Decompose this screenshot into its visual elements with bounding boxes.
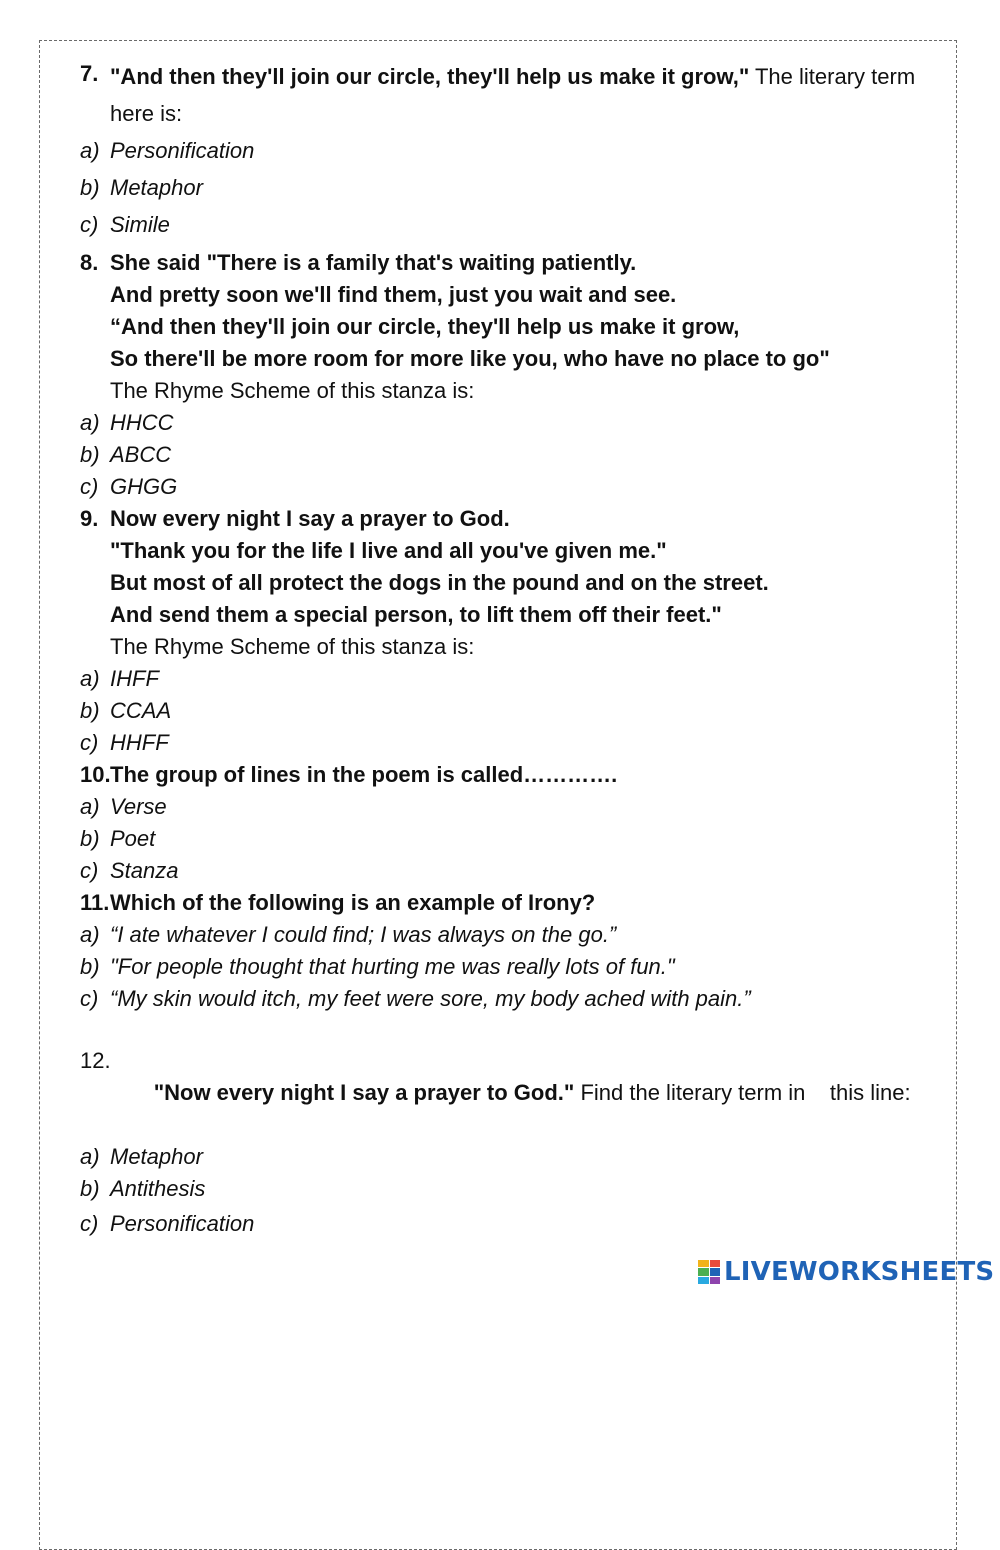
- question-number: 12.: [80, 1048, 111, 1073]
- option-10b[interactable]: [80, 823, 940, 855]
- option-text: CCAA: [110, 698, 172, 723]
- liveworksheets-logo[interactable]: [698, 1258, 994, 1286]
- option-letter: c): [80, 858, 99, 883]
- option-text: ABCC: [110, 442, 172, 467]
- stanza-line: And send them a special person, to lift them off their feet.": [110, 602, 722, 627]
- stanza-line: "Thank you for the life I live and all you've given me.": [110, 538, 667, 563]
- option-12b[interactable]: [80, 1173, 940, 1205]
- question-number: 7.: [80, 61, 99, 86]
- stanza-line: But most of all protect the dogs in the pound and on the street.: [110, 570, 769, 595]
- question-stem: [110, 247, 940, 407]
- option-text: Metaphor: [110, 175, 203, 200]
- question-stem: [110, 58, 940, 132]
- question-number: 9.: [80, 506, 99, 531]
- option-10c[interactable]: [80, 855, 940, 887]
- option-12a[interactable]: [80, 1141, 940, 1173]
- option-letter: c): [80, 986, 99, 1011]
- option-text: Simile: [110, 212, 170, 237]
- question-11: [80, 887, 940, 919]
- question-9: [80, 503, 940, 663]
- option-letter: c): [80, 1211, 99, 1236]
- option-7b[interactable]: [80, 169, 940, 206]
- question-quote: "Now every night I say a prayer to God.": [153, 1080, 575, 1105]
- question-prompt: Find the literary term in this line:: [574, 1080, 911, 1105]
- option-7c[interactable]: [80, 206, 940, 243]
- stanza-line: So there'll be more room for more like you, who have no place to go": [110, 346, 830, 371]
- option-11b[interactable]: [80, 951, 940, 983]
- option-letter: c): [80, 212, 99, 237]
- option-text: GHGG: [110, 474, 178, 499]
- option-letter: a): [80, 666, 100, 691]
- option-11c[interactable]: [80, 983, 940, 1015]
- option-letter: b): [80, 826, 100, 851]
- question-number: 8.: [80, 250, 99, 275]
- option-7a[interactable]: [80, 132, 940, 169]
- option-9c[interactable]: [80, 727, 940, 759]
- option-letter: a): [80, 794, 100, 819]
- option-text: HHFF: [110, 730, 169, 755]
- question-prompt: The literary term here is:: [110, 64, 916, 126]
- option-text: "For people thought that hurting me was really lots of fun.": [110, 954, 675, 979]
- question-number: 11.: [80, 890, 110, 915]
- option-text: “I ate whatever I could find; I was always on the go.”: [110, 922, 617, 947]
- option-text: Antithesis: [110, 1176, 206, 1201]
- question-prompt: The Rhyme Scheme of this stanza is:: [110, 378, 475, 403]
- logo-text: LIVEWORKSHEETS: [724, 1257, 995, 1287]
- option-letter: c): [80, 474, 99, 499]
- option-letter: b): [80, 698, 100, 723]
- question-7: [80, 58, 940, 132]
- option-letter: c): [80, 730, 99, 755]
- question-stem: [117, 1045, 940, 1141]
- question-12: [80, 1045, 940, 1141]
- stanza-line: She said "There is a family that's waiting patiently.: [110, 250, 637, 275]
- option-letter: a): [80, 138, 100, 163]
- question-10: [80, 759, 940, 791]
- option-text: Verse: [110, 794, 167, 819]
- option-9b[interactable]: [80, 695, 940, 727]
- logo-mark-icon: [698, 1260, 720, 1284]
- option-letter: b): [80, 175, 100, 200]
- option-letter: b): [80, 442, 100, 467]
- option-8b[interactable]: [80, 439, 940, 471]
- option-text: Personification: [110, 138, 255, 163]
- option-11a[interactable]: [80, 919, 940, 951]
- question-stem: [110, 503, 940, 663]
- option-text: “My skin would itch, my feet were sore, my body ached with pain.”: [110, 986, 751, 1011]
- question-prompt: The Rhyme Scheme of this stanza is:: [110, 634, 475, 659]
- option-letter: a): [80, 1144, 100, 1169]
- option-letter: b): [80, 954, 100, 979]
- option-letter: a): [80, 922, 100, 947]
- question-stem: The group of lines in the poem is called………….: [110, 762, 618, 787]
- question-number: 10.: [80, 762, 111, 787]
- worksheet-content: [80, 58, 940, 1242]
- option-letter: b): [80, 1176, 100, 1201]
- option-text: Personification: [110, 1211, 255, 1236]
- option-10a[interactable]: [80, 791, 940, 823]
- option-text: HHCC: [110, 410, 174, 435]
- stanza-line: And pretty soon we'll find them, just you wait and see.: [110, 282, 677, 307]
- option-text: Stanza: [110, 858, 179, 883]
- option-8c[interactable]: [80, 471, 940, 503]
- option-letter: a): [80, 410, 100, 435]
- question-stem: Which of the following is an example of Irony?: [110, 890, 596, 915]
- option-text: Poet: [110, 826, 156, 851]
- option-text: Metaphor: [110, 1144, 203, 1169]
- stanza-line: “And then they'll join our circle, they'll help us make it grow,: [110, 314, 740, 339]
- option-text: IHFF: [110, 666, 159, 691]
- option-9a[interactable]: [80, 663, 940, 695]
- question-8: [80, 247, 940, 407]
- question-quote: "And then they'll join our circle, they'll help us make it grow,": [110, 64, 750, 89]
- stanza-line: Now every night I say a prayer to God.: [110, 506, 510, 531]
- option-12c[interactable]: [80, 1205, 940, 1242]
- option-8a[interactable]: [80, 407, 940, 439]
